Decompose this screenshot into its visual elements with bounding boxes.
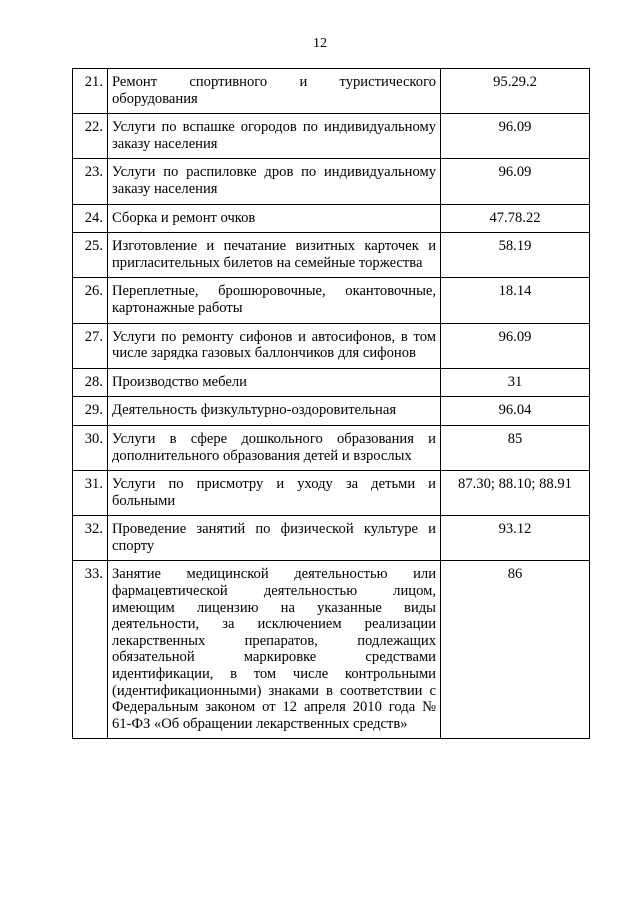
table-row xyxy=(73,516,590,561)
okved-code: 47.78.22 xyxy=(441,204,590,233)
okved-code: 95.29.2 xyxy=(441,69,590,114)
table-row xyxy=(73,233,590,278)
activity-description: Производство мебели xyxy=(108,368,441,397)
row-number: 31. xyxy=(73,471,108,516)
okved-code: 96.04 xyxy=(441,397,590,426)
activity-description: Деятельность физкультурно-оздоровительная xyxy=(108,397,441,426)
table-body xyxy=(73,69,590,739)
row-number: 33. xyxy=(73,561,108,739)
table-row xyxy=(73,368,590,397)
table-row xyxy=(73,278,590,323)
table-row xyxy=(73,397,590,426)
okved-code: 96.09 xyxy=(441,114,590,159)
okved-code: 93.12 xyxy=(441,516,590,561)
okved-code: 85 xyxy=(441,425,590,470)
row-number: 23. xyxy=(73,159,108,204)
activity-description: Занятие медицинской деятельностью или фармацевтической деятельностью лицом, имеющим лицензию на указанные виды деятельности, за исключением реализации лекарственных препаратов, подлежащих обязательной маркировке средствами идентификации, в том числе контрольными (идентификационными) знаками в соответствии с Федеральным законом от 12 апреля 2010 года № 61-ФЗ «Об обращении лекарственных средств» xyxy=(108,561,441,739)
row-number: 21. xyxy=(73,69,108,114)
row-number: 24. xyxy=(73,204,108,233)
okved-code: 58.19 xyxy=(441,233,590,278)
table-row xyxy=(73,425,590,470)
table-row xyxy=(73,323,590,368)
table-row xyxy=(73,114,590,159)
row-number: 28. xyxy=(73,368,108,397)
row-number: 29. xyxy=(73,397,108,426)
activity-description: Услуги по вспашке огородов по индивидуальному заказу населения xyxy=(108,114,441,159)
page-number: 12 xyxy=(313,36,327,51)
table-row xyxy=(73,204,590,233)
okved-code: 96.09 xyxy=(441,323,590,368)
activity-description: Ремонт спортивного и туристического оборудования xyxy=(108,69,441,114)
row-number: 26. xyxy=(73,278,108,323)
okved-code: 96.09 xyxy=(441,159,590,204)
row-number: 27. xyxy=(73,323,108,368)
activity-description: Сборка и ремонт очков xyxy=(108,204,441,233)
activity-description: Услуги в сфере дошкольного образования и дополнительного образования детей и взрослых xyxy=(108,425,441,470)
okved-code: 86 xyxy=(441,561,590,739)
row-number: 32. xyxy=(73,516,108,561)
table-row xyxy=(73,561,590,739)
row-number: 22. xyxy=(73,114,108,159)
activity-description: Услуги по распиловке дров по индивидуальному заказу населения xyxy=(108,159,441,204)
table-row xyxy=(73,471,590,516)
activity-description: Услуги по присмотру и уходу за детьми и больными xyxy=(108,471,441,516)
table-row xyxy=(73,159,590,204)
row-number: 25. xyxy=(73,233,108,278)
activity-description: Услуги по ремонту сифонов и автосифонов, в том числе зарядка газовых баллончиков для сифонов xyxy=(108,323,441,368)
okved-code: 87.30; 88.10; 88.91 xyxy=(441,471,590,516)
row-number: 30. xyxy=(73,425,108,470)
activity-description: Изготовление и печатание визитных карточек и пригласительных билетов на семейные торжества xyxy=(108,233,441,278)
okved-code: 31 xyxy=(441,368,590,397)
okved-code: 18.14 xyxy=(441,278,590,323)
activity-table xyxy=(72,68,590,739)
activity-description: Проведение занятий по физической культуре и спорту xyxy=(108,516,441,561)
table-row xyxy=(73,69,590,114)
activity-description: Переплетные, брошюровочные, окантовочные, картонажные работы xyxy=(108,278,441,323)
